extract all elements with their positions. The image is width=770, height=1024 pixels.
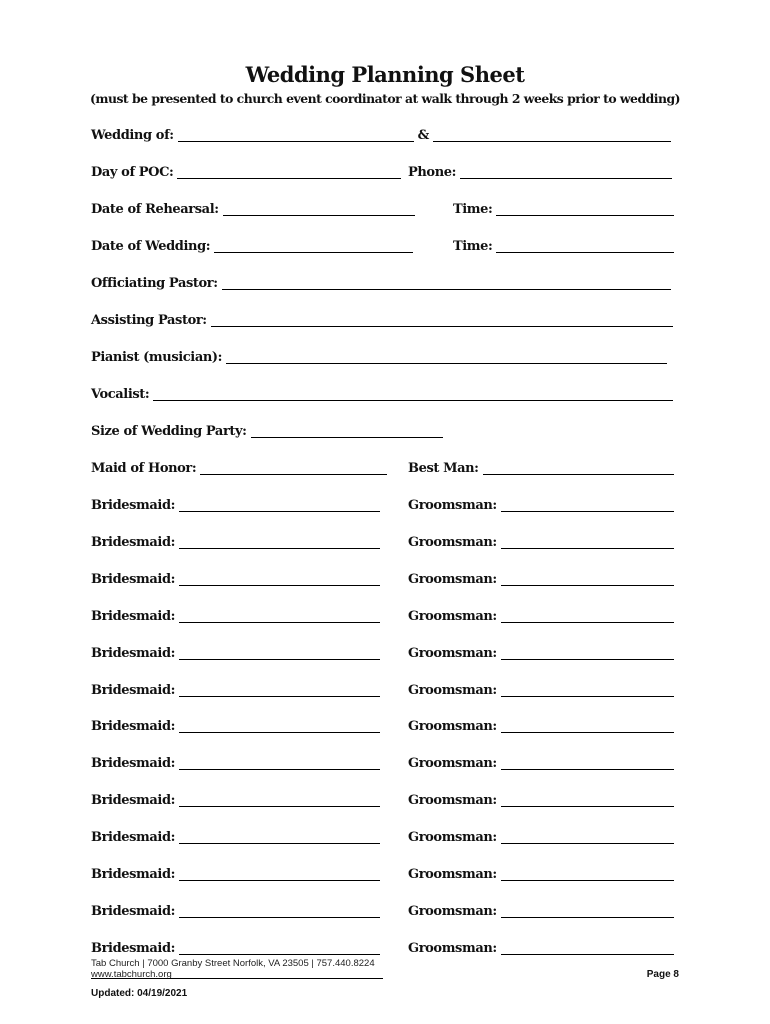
size-of-wedding-party-label: Size of Wedding Party: bbox=[91, 424, 247, 439]
groomsman-label: Groomsman: bbox=[408, 756, 497, 771]
groomsman-input[interactable] bbox=[501, 683, 674, 697]
wedding-of-label: Wedding of: bbox=[91, 128, 174, 143]
groomsman-field bbox=[408, 715, 674, 735]
pianist-field bbox=[91, 346, 667, 366]
rehearsal-time-field bbox=[453, 198, 674, 218]
groomsman-input[interactable] bbox=[501, 498, 674, 512]
phone-input[interactable] bbox=[460, 165, 672, 179]
maid-of-honor-input[interactable] bbox=[200, 461, 387, 475]
maid-of-honor-label: Maid of Honor: bbox=[91, 461, 197, 476]
officiating-pastor-input[interactable] bbox=[222, 276, 671, 290]
groomsman-input[interactable] bbox=[501, 793, 674, 807]
groomsman-input[interactable] bbox=[501, 756, 674, 770]
groomsman-input[interactable] bbox=[501, 719, 674, 733]
best-man-input[interactable] bbox=[483, 461, 674, 475]
date-of-wedding-label: Date of Wedding: bbox=[91, 239, 211, 254]
groomsman-input[interactable] bbox=[501, 867, 674, 881]
assisting-pastor-input[interactable] bbox=[211, 313, 673, 327]
groomsman-field bbox=[408, 826, 674, 846]
bridesmaid-input[interactable] bbox=[179, 904, 380, 918]
groomsman-label: Groomsman: bbox=[408, 535, 497, 550]
groomsman-field bbox=[408, 789, 674, 809]
groomsman-input[interactable] bbox=[501, 904, 674, 918]
bridesmaid-field bbox=[91, 900, 380, 920]
bridesmaid-field bbox=[91, 752, 380, 772]
bridesmaid-field bbox=[91, 531, 380, 551]
groomsman-field bbox=[408, 605, 674, 625]
bridesmaid-field bbox=[91, 863, 380, 883]
vocalist-input[interactable] bbox=[153, 387, 673, 401]
bridesmaid-field bbox=[91, 605, 380, 625]
bridesmaid-input[interactable] bbox=[179, 683, 380, 697]
bridesmaid-input[interactable] bbox=[179, 646, 380, 660]
bridesmaid-field bbox=[91, 715, 380, 735]
groomsman-field bbox=[408, 494, 674, 514]
day-of-poc-label: Day of POC: bbox=[91, 165, 174, 180]
groomsman-input[interactable] bbox=[501, 941, 674, 955]
bridesmaid-label: Bridesmaid: bbox=[91, 793, 176, 808]
bridesmaid-field bbox=[91, 826, 380, 846]
groomsman-label: Groomsman: bbox=[408, 609, 497, 624]
rehearsal-time-input[interactable] bbox=[496, 202, 674, 216]
groomsman-field bbox=[408, 531, 674, 551]
groomsman-label: Groomsman: bbox=[408, 867, 497, 882]
groomsman-label: Groomsman: bbox=[408, 904, 497, 919]
phone-label: Phone: bbox=[408, 165, 457, 180]
page-subtitle: (must be presented to church event coordinator at walk through 2 weeks prior to wedding) bbox=[89, 91, 681, 106]
wedding-of-ampersand: & bbox=[417, 128, 430, 143]
bridesmaid-label: Bridesmaid: bbox=[91, 941, 176, 956]
groomsman-field bbox=[408, 900, 674, 920]
bridesmaid-label: Bridesmaid: bbox=[91, 535, 176, 550]
wedding-of-field bbox=[91, 124, 671, 144]
rehearsal-time-label: Time: bbox=[453, 202, 493, 217]
best-man-label: Best Man: bbox=[408, 461, 479, 476]
pianist-label: Pianist (musician): bbox=[91, 350, 223, 365]
groomsman-label: Groomsman: bbox=[408, 941, 497, 956]
groomsman-input[interactable] bbox=[501, 609, 674, 623]
bridesmaid-label: Bridesmaid: bbox=[91, 572, 176, 587]
best-man-field bbox=[408, 457, 674, 477]
assisting-pastor-field bbox=[91, 309, 673, 329]
bridesmaid-input[interactable] bbox=[179, 719, 380, 733]
vocalist-field bbox=[91, 383, 673, 403]
bridesmaid-input[interactable] bbox=[179, 793, 380, 807]
footer-divider bbox=[91, 978, 383, 979]
updated-date: Updated: 04/19/2021 bbox=[91, 988, 188, 999]
wedding-time-label: Time: bbox=[453, 239, 493, 254]
bridesmaid-label: Bridesmaid: bbox=[91, 646, 176, 661]
day-of-poc-field bbox=[91, 161, 401, 181]
page-number: Page 8 bbox=[646, 969, 679, 980]
date-of-rehearsal-field bbox=[91, 198, 415, 218]
wedding-of-input-2[interactable] bbox=[433, 128, 671, 142]
bridesmaid-label: Bridesmaid: bbox=[91, 904, 176, 919]
groomsman-field bbox=[408, 937, 674, 957]
day-of-poc-input[interactable] bbox=[177, 165, 401, 179]
bridesmaid-field bbox=[91, 789, 380, 809]
pianist-input[interactable] bbox=[226, 350, 667, 364]
groomsman-label: Groomsman: bbox=[408, 830, 497, 845]
size-of-wedding-party-field bbox=[91, 420, 443, 440]
bridesmaid-input[interactable] bbox=[179, 941, 380, 955]
date-of-rehearsal-label: Date of Rehearsal: bbox=[91, 202, 219, 217]
date-of-rehearsal-input[interactable] bbox=[223, 202, 415, 216]
groomsman-label: Groomsman: bbox=[408, 683, 497, 698]
vocalist-label: Vocalist: bbox=[91, 387, 150, 402]
officiating-pastor-label: Officiating Pastor: bbox=[91, 276, 218, 291]
groomsman-label: Groomsman: bbox=[408, 793, 497, 808]
bridesmaid-field bbox=[91, 642, 380, 662]
wedding-time-field bbox=[453, 235, 674, 255]
groomsman-input[interactable] bbox=[501, 830, 674, 844]
groomsman-field bbox=[408, 642, 674, 662]
groomsman-input[interactable] bbox=[501, 535, 674, 549]
bridesmaid-input[interactable] bbox=[179, 572, 380, 586]
groomsman-input[interactable] bbox=[501, 572, 674, 586]
bridesmaid-label: Bridesmaid: bbox=[91, 609, 176, 624]
bridesmaid-input[interactable] bbox=[179, 498, 380, 512]
wedding-of-input-1[interactable] bbox=[178, 128, 414, 142]
bridesmaid-input[interactable] bbox=[179, 867, 380, 881]
size-of-wedding-party-input[interactable] bbox=[251, 424, 443, 438]
groomsman-label: Groomsman: bbox=[408, 719, 497, 734]
officiating-pastor-field bbox=[91, 272, 671, 292]
groomsman-label: Groomsman: bbox=[408, 498, 497, 513]
page-title: Wedding Planning Sheet bbox=[245, 62, 525, 87]
groomsman-field bbox=[408, 568, 674, 588]
groomsman-label: Groomsman: bbox=[408, 646, 497, 661]
bridesmaid-field bbox=[91, 568, 380, 588]
bridesmaid-input[interactable] bbox=[179, 609, 380, 623]
bridesmaid-label: Bridesmaid: bbox=[91, 756, 176, 771]
groomsman-input[interactable] bbox=[501, 646, 674, 660]
bridesmaid-label: Bridesmaid: bbox=[91, 830, 176, 845]
phone-field bbox=[408, 161, 672, 181]
assisting-pastor-label: Assisting Pastor: bbox=[91, 313, 207, 328]
maid-of-honor-field bbox=[91, 457, 387, 477]
wedding-time-input[interactable] bbox=[496, 239, 674, 253]
bridesmaid-field bbox=[91, 937, 380, 957]
bridesmaid-label: Bridesmaid: bbox=[91, 867, 176, 882]
bridesmaid-field bbox=[91, 679, 380, 699]
bridesmaid-input[interactable] bbox=[179, 830, 380, 844]
groomsman-label: Groomsman: bbox=[408, 572, 497, 587]
bridesmaid-field bbox=[91, 494, 380, 514]
footer-website-link[interactable]: www.tabchurch.org bbox=[91, 969, 172, 980]
date-of-wedding-field bbox=[91, 235, 413, 255]
groomsman-field bbox=[408, 863, 674, 883]
bridesmaid-input[interactable] bbox=[179, 535, 380, 549]
groomsman-field bbox=[408, 679, 674, 699]
date-of-wedding-input[interactable] bbox=[214, 239, 413, 253]
bridesmaid-label: Bridesmaid: bbox=[91, 683, 176, 698]
footer-address: Tab Church | 7000 Granby Street Norfolk, VA 23505 | 757.440.8224 bbox=[91, 958, 375, 969]
groomsman-field bbox=[408, 752, 674, 772]
bridesmaid-input[interactable] bbox=[179, 756, 380, 770]
bridesmaid-label: Bridesmaid: bbox=[91, 498, 176, 513]
bridesmaid-label: Bridesmaid: bbox=[91, 719, 176, 734]
